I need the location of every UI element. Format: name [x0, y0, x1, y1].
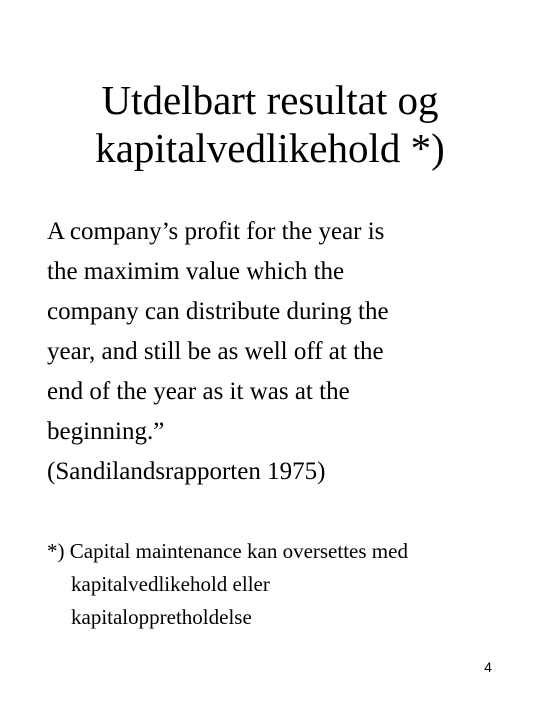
footnote-line: kapitaloppretholdelse [71, 605, 252, 629]
body-line: the maximim value which the [47, 258, 345, 285]
body-line: beginning.” [47, 418, 165, 445]
body-line: year, and still be as well off at the [47, 338, 384, 365]
body-line: A company’s profit for the year is [47, 218, 385, 245]
footnote-line: *) Capital maintenance kan oversettes med [47, 539, 408, 563]
page-number: 4 [484, 659, 492, 675]
citation-line: (Sandilandsrapporten 1975) [47, 458, 326, 485]
title-line: kapitalvedlikehold *) [95, 125, 445, 171]
body-line: end of the year as it was at the [47, 378, 350, 405]
footnote [47, 535, 527, 634]
slide-body [47, 212, 527, 492]
slide-title [0, 76, 540, 172]
body-line: company can distribute during the [47, 298, 389, 325]
footnote-line: kapitalvedlikehold eller [71, 572, 270, 596]
title-line: Utdelbart resultat og [101, 77, 439, 123]
